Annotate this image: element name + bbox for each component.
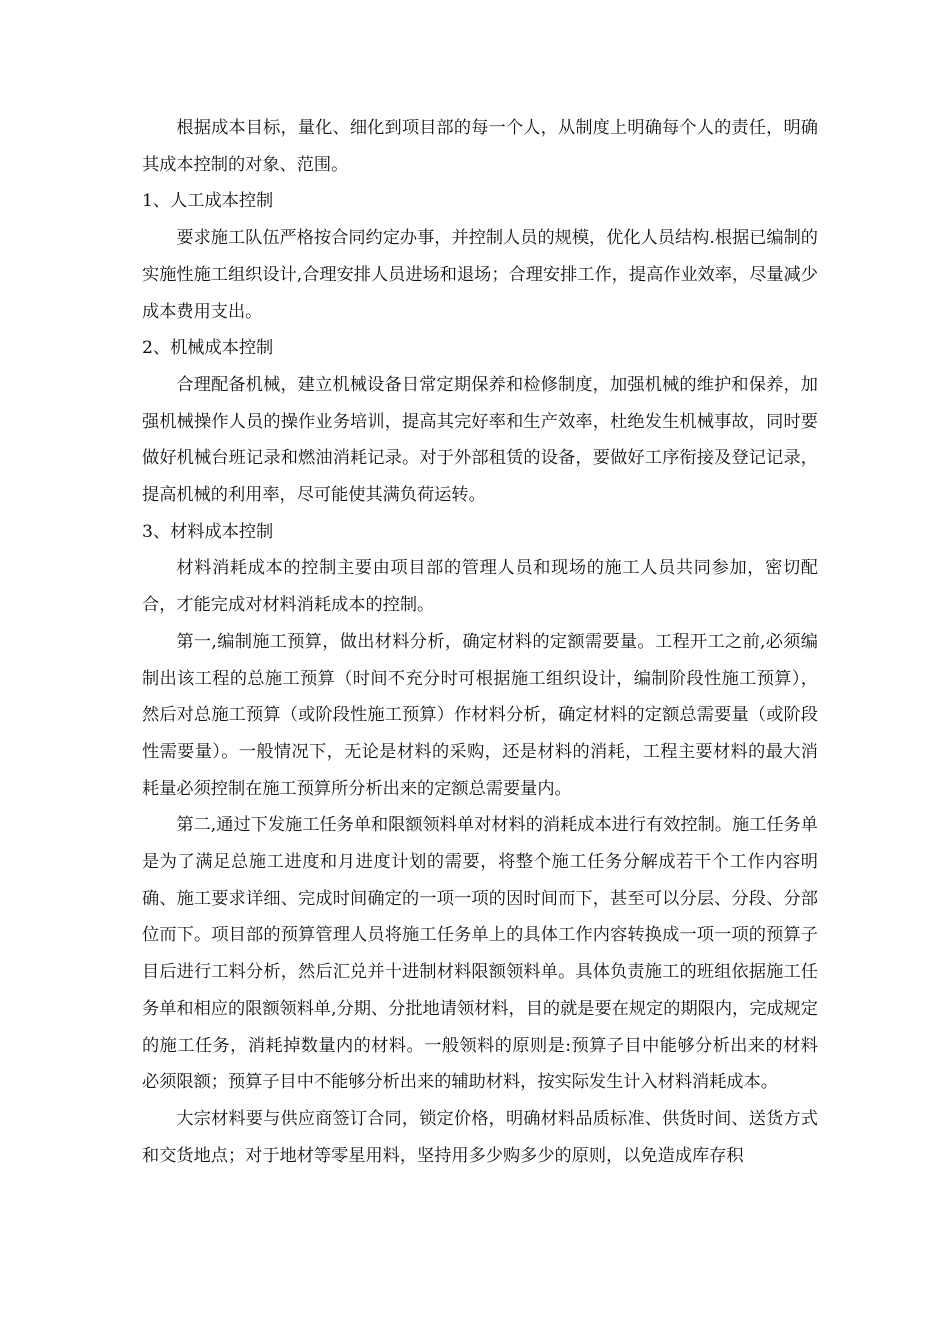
- heading-material-cost: 3、材料成本控制: [142, 521, 274, 542]
- document-page: [142, 110, 818, 1174]
- paragraph-material-second: 第二,通过下发施工任务单和限额领料单对材料的消耗成本进行有效控制。施工任务单是为了满足总施工进度和月进度计划的需要，将整个施工任务分解成若干个工作内容明确、施工要求详细、完成时间确定的一项一项的因时间而下，甚至可以分层、分段、分部位而下。项目部的预算管理人员将施工任务单上的具体工作内容转换成一项一项的预算子目后进行工料分析，然后汇兑并十进制材料限额领料单。具体负责施工的班组依据施工任务单和相应的限额领料单,分期、分批地请领材料，目的就是要在规定的期限内，完成规定的施工任务，消耗掉数量内的材料。一般领料的原则是:预算子目中能够分析出来的材料必须限额；预算子目中不能够分析出来的辅助材料，按实际发生计入材料消耗成本。: [142, 815, 818, 1093]
- paragraph-machinery-cost: 合理配备机械，建立机械设备日常定期保养和检修制度，加强机械的维护和保养，加强机械操作人员的操作业务培训，提高其完好率和生产效率，杜绝发生机械事故，同时要做好机械台班记录和燃油消耗记录。对于外部租赁的设备，要做好工序衔接及登记记录，提高机械的利用率，尽可能使其满负荷运转。: [142, 374, 818, 506]
- heading-labor-cost: 1、人工成本控制: [142, 191, 274, 212]
- paragraph-material-intro: 材料消耗成本的控制主要由项目部的管理人员和现场的施工人员共同参加，密切配合，才能完成对材料消耗成本的控制。: [142, 558, 818, 616]
- paragraph-intro: 根据成本目标，量化、细化到项目部的每一个人，从制度上明确每个人的责任，明确其成本控制的对象、范围。: [142, 118, 818, 175]
- paragraph-bulk-materials: 大宗材料要与供应商签订合同，锁定价格，明确材料品质标准、供货时间、送货方式和交货地点；对于地材等零星用料，坚持用多少购多少的原则，以免造成库存积: [142, 1108, 818, 1166]
- paragraph-labor-cost: 要求施工队伍严格按合同约定办事，并控制人员的规模，优化人员结构.根据已编制的实施性施工组织设计,合理安排人员进场和退场；合理安排工作，提高作业效率，尽量减少成本费用支出。: [142, 228, 818, 322]
- paragraph-material-first: 第一,编制施工预算，做出材料分析，确定材料的定额需要量。工程开工之前,必须编制出该工程的总施工预算（时间不充分时可根据施工组织设计，编制阶段性施工预算），然后对总施工预算（或阶段性施工预算）作材料分析，确定材料的定额总需要量（或阶段性需要量）。一般情况下，无论是材料的采购，还是材料的消耗，工程主要材料的最大消耗量必须控制在施工预算所分析出来的定额总需要量内。: [142, 631, 818, 799]
- heading-machinery-cost: 2、机械成本控制: [142, 338, 274, 359]
